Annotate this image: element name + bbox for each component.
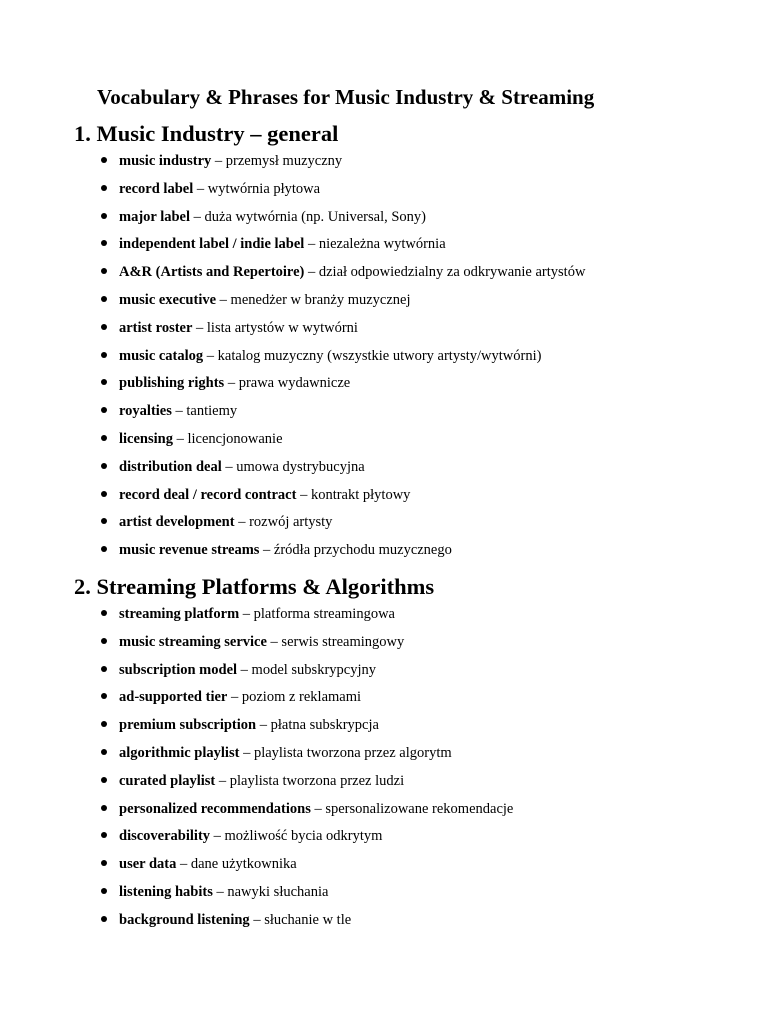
bullet-icon [101,296,107,302]
vocab-term: discoverability [119,828,211,845]
list-item [0,539,585,567]
vocab-term: record label [119,180,194,197]
vocab-translation: – słuchanie w tle [249,911,352,928]
list-item [0,511,585,539]
vocab-translation: – wytwórnia płytowa [193,180,321,197]
vocab-term: background listening [119,911,250,928]
bullet-icon [101,352,107,358]
list-item [0,853,513,881]
vocab-term: A&R (Artists and Repertoire) [119,264,305,281]
vocab-translation: – prawa wydawnicze [224,375,351,392]
list-item [0,484,585,512]
list-item [0,178,585,206]
vocab-translation: – dział odpowiedzialny za odkrywanie artystów [304,264,586,281]
list-item [0,659,513,687]
vocab-term: algorithmic playlist [119,744,240,761]
list-item [0,289,585,317]
vocab-translation: – platforma streamingowa [239,606,395,622]
list-item [0,261,585,289]
vocab-translation: – playlista tworzona przez ludzi [215,772,405,789]
list-item [0,233,585,261]
bullet-icon [101,157,107,163]
bullet-icon [101,240,107,246]
list-item [0,742,513,770]
vocab-translation: – licencjonowanie [172,430,283,447]
vocab-term: subscription model [119,661,238,678]
bullet-icon [101,546,107,552]
vocab-translation: – poziom z reklamami [227,689,362,706]
vocab-list-music-industry [0,150,585,567]
list-item [0,798,513,826]
vocab-term: music industry [119,153,212,169]
vocab-term: royalties [119,403,172,420]
vocab-translation: – płatna subskrypcja [256,717,379,734]
bullet-icon [101,185,107,191]
vocab-translation: – tantiemy [171,403,238,420]
vocab-translation: – rozwój artysty [234,514,333,531]
vocab-term: record deal / record contract [119,486,297,503]
list-item [0,372,585,400]
vocab-term: independent label / indie label [119,236,305,253]
bullet-icon [101,324,107,330]
vocab-translation: – kontrakt płytowy [296,486,411,503]
bullet-icon [101,888,107,894]
bullet-icon [101,407,107,413]
list-item [0,400,585,428]
list-item [0,631,513,659]
bullet-icon [101,491,107,497]
vocab-translation: – katalog muzyczny (wszystkie utwory artysty/wytwórni) [203,347,542,364]
vocab-term: personalized recommendations [119,800,311,817]
vocab-translation: – lista artystów w wytwórni [192,319,358,336]
vocab-translation: – nawyki słuchania [212,883,329,900]
list-item [0,714,513,742]
list-item [0,686,513,714]
bullet-icon [101,832,107,838]
bullet-icon [101,805,107,811]
vocab-term: music catalog [119,347,204,364]
vocab-translation: – źródła przychodu muzycznego [259,542,452,559]
bullet-icon [101,638,107,644]
list-item [0,909,513,937]
list-item [0,317,585,345]
list-item [0,150,585,178]
bullet-icon [101,916,107,922]
vocab-term: artist development [119,514,235,531]
vocab-translation: – duża wytwórnia (np. Universal, Sony) [190,208,426,225]
list-item [0,825,513,853]
list-item [0,770,513,798]
bullet-icon [101,213,107,219]
vocab-term: streaming platform [119,606,240,622]
vocab-term: listening habits [119,883,213,900]
vocab-term: music streaming service [119,633,267,650]
vocab-translation: – przemysł muzyczny [211,153,343,169]
vocab-translation: – playlista tworzona przez algorytm [239,744,452,761]
vocab-translation: – umowa dystrybucyjna [221,458,365,475]
vocab-term: major label [119,208,191,225]
section-heading-streaming: 2. Streaming Platforms & Algorithms [74,574,435,599]
section-heading-music-industry: 1. Music Industry – general [74,121,339,146]
list-item [0,345,585,373]
vocab-translation: – spersonalizowane rekomendacje [310,800,514,817]
list-item [0,603,513,631]
vocab-term: licensing [119,430,173,447]
vocab-term: publishing rights [119,375,225,392]
vocab-term: distribution deal [119,458,222,475]
bullet-icon [101,777,107,783]
bullet-icon [101,435,107,441]
vocab-term: premium subscription [119,717,257,734]
bullet-icon [101,749,107,755]
vocab-term: curated playlist [119,772,216,789]
vocab-term: artist roster [119,319,193,336]
list-item [0,428,585,456]
list-item [0,456,585,484]
list-item [0,881,513,909]
bullet-icon [101,693,107,699]
bullet-icon [101,666,107,672]
vocab-translation: – możliwość bycia odkrytym [210,828,383,845]
vocab-term: ad-supported tier [119,689,228,706]
vocab-term: user data [119,856,177,873]
vocab-term: music revenue streams [119,542,260,559]
bullet-icon [101,860,107,866]
bullet-icon [101,721,107,727]
vocab-translation: – serwis streamingowy [266,633,405,650]
bullet-icon [101,518,107,524]
vocab-translation: – model subskrypcyjny [237,661,376,678]
document-title: Vocabulary & Phrases for Music Industry & Streaming [97,85,595,109]
bullet-icon [101,610,107,616]
vocab-translation: – dane użytkownika [176,856,297,873]
bullet-icon [101,463,107,469]
vocab-translation: – menedżer w branży muzycznej [216,291,411,308]
list-item [0,206,585,234]
bullet-icon [101,268,107,274]
vocab-term: music executive [119,291,217,308]
vocab-translation: – niezależna wytwórnia [304,236,446,253]
vocab-list-streaming [0,603,513,937]
bullet-icon [101,379,107,385]
